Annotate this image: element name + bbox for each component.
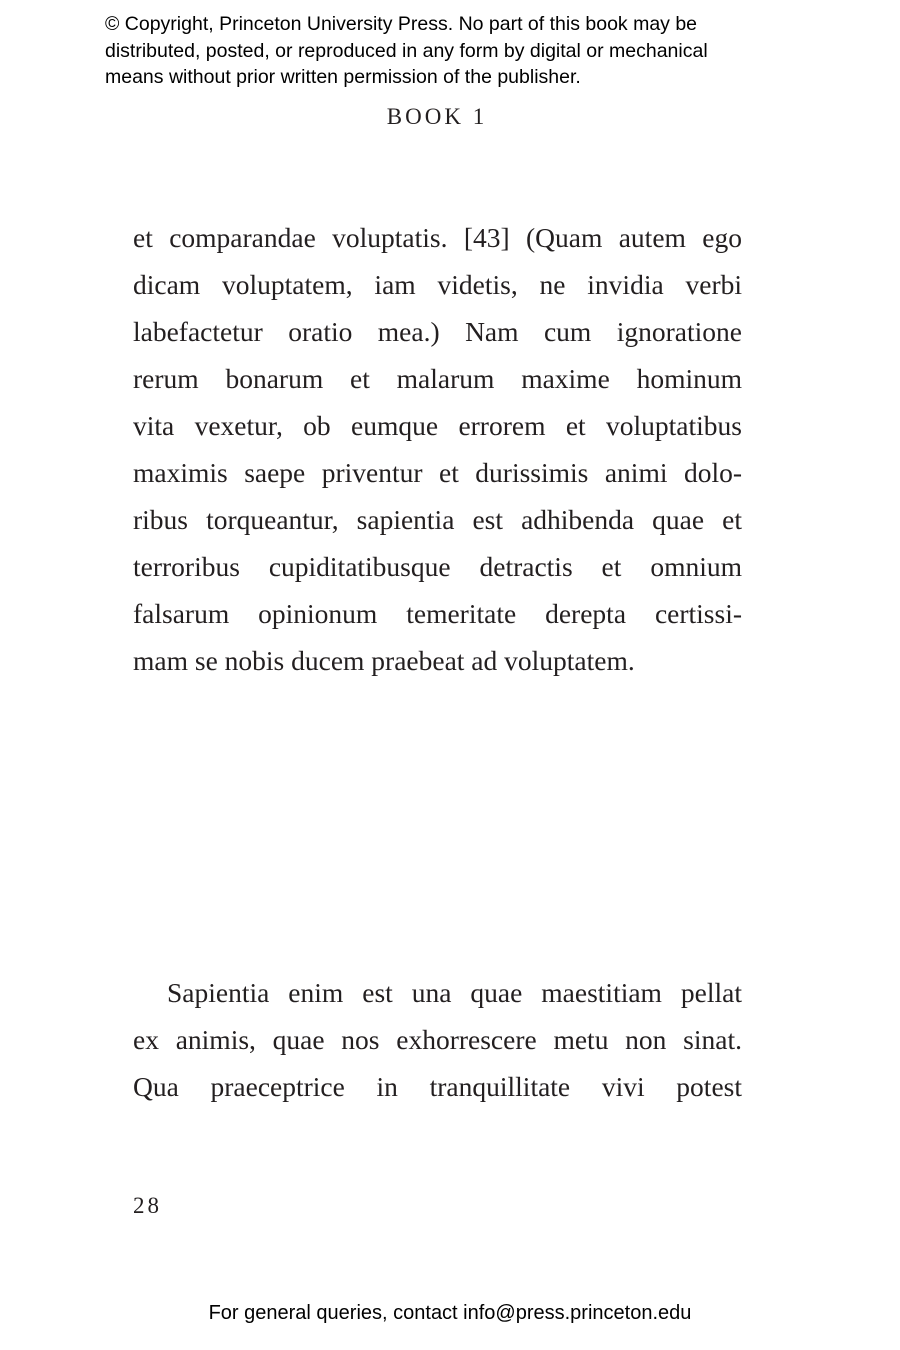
text-line: mam se nobis ducem praebeat ad voluptatem.	[133, 645, 635, 676]
text-line: falsarum opinionum temeritate derepta certissi-	[133, 598, 742, 629]
text-line: rerum bonarum et malarum maxime hominum	[133, 363, 742, 394]
copyright-line: means without prior written permission of the publisher.	[105, 66, 581, 88]
page-number: 28	[133, 1193, 162, 1218]
text-line: labefactetur oratio mea.) Nam cum ignoratione	[133, 316, 742, 347]
body-paragraph	[133, 969, 742, 1110]
text-line: ribus torqueantur, sapientia est adhibenda quae et	[133, 504, 742, 535]
copyright-notice	[105, 11, 825, 91]
running-head: BOOK 1	[386, 104, 488, 129]
text-line: Qua praeceptrice in tranquillitate vivi potest	[133, 1071, 742, 1102]
footer-contact: For general queries, contact info@press.princeton.edu	[208, 1302, 692, 1324]
body-paragraph	[133, 214, 742, 684]
text-line: ex animis, quae nos exhorrescere metu non sinat.	[133, 1024, 742, 1055]
text-line: terroribus cupiditatibusque detractis et omnium	[133, 551, 742, 582]
text-line: maximis saepe priventur et durissimis animi dolo-	[133, 457, 742, 488]
copyright-line: distributed, posted, or reproduced in any form by digital or mechanical	[105, 39, 708, 62]
copyright-line: © Copyright, Princeton University Press. No part of this book may be	[105, 13, 698, 35]
text-line: dicam voluptatem, iam videtis, ne invidia verbi	[133, 269, 742, 300]
text-line: vita vexetur, ob eumque errorem et voluptatibus	[133, 410, 742, 441]
text-line: Sapientia enim est una quae maestitiam pellat	[167, 977, 742, 1008]
text-line: et comparandae voluptatis. [43] (Quam autem ego	[133, 222, 742, 253]
